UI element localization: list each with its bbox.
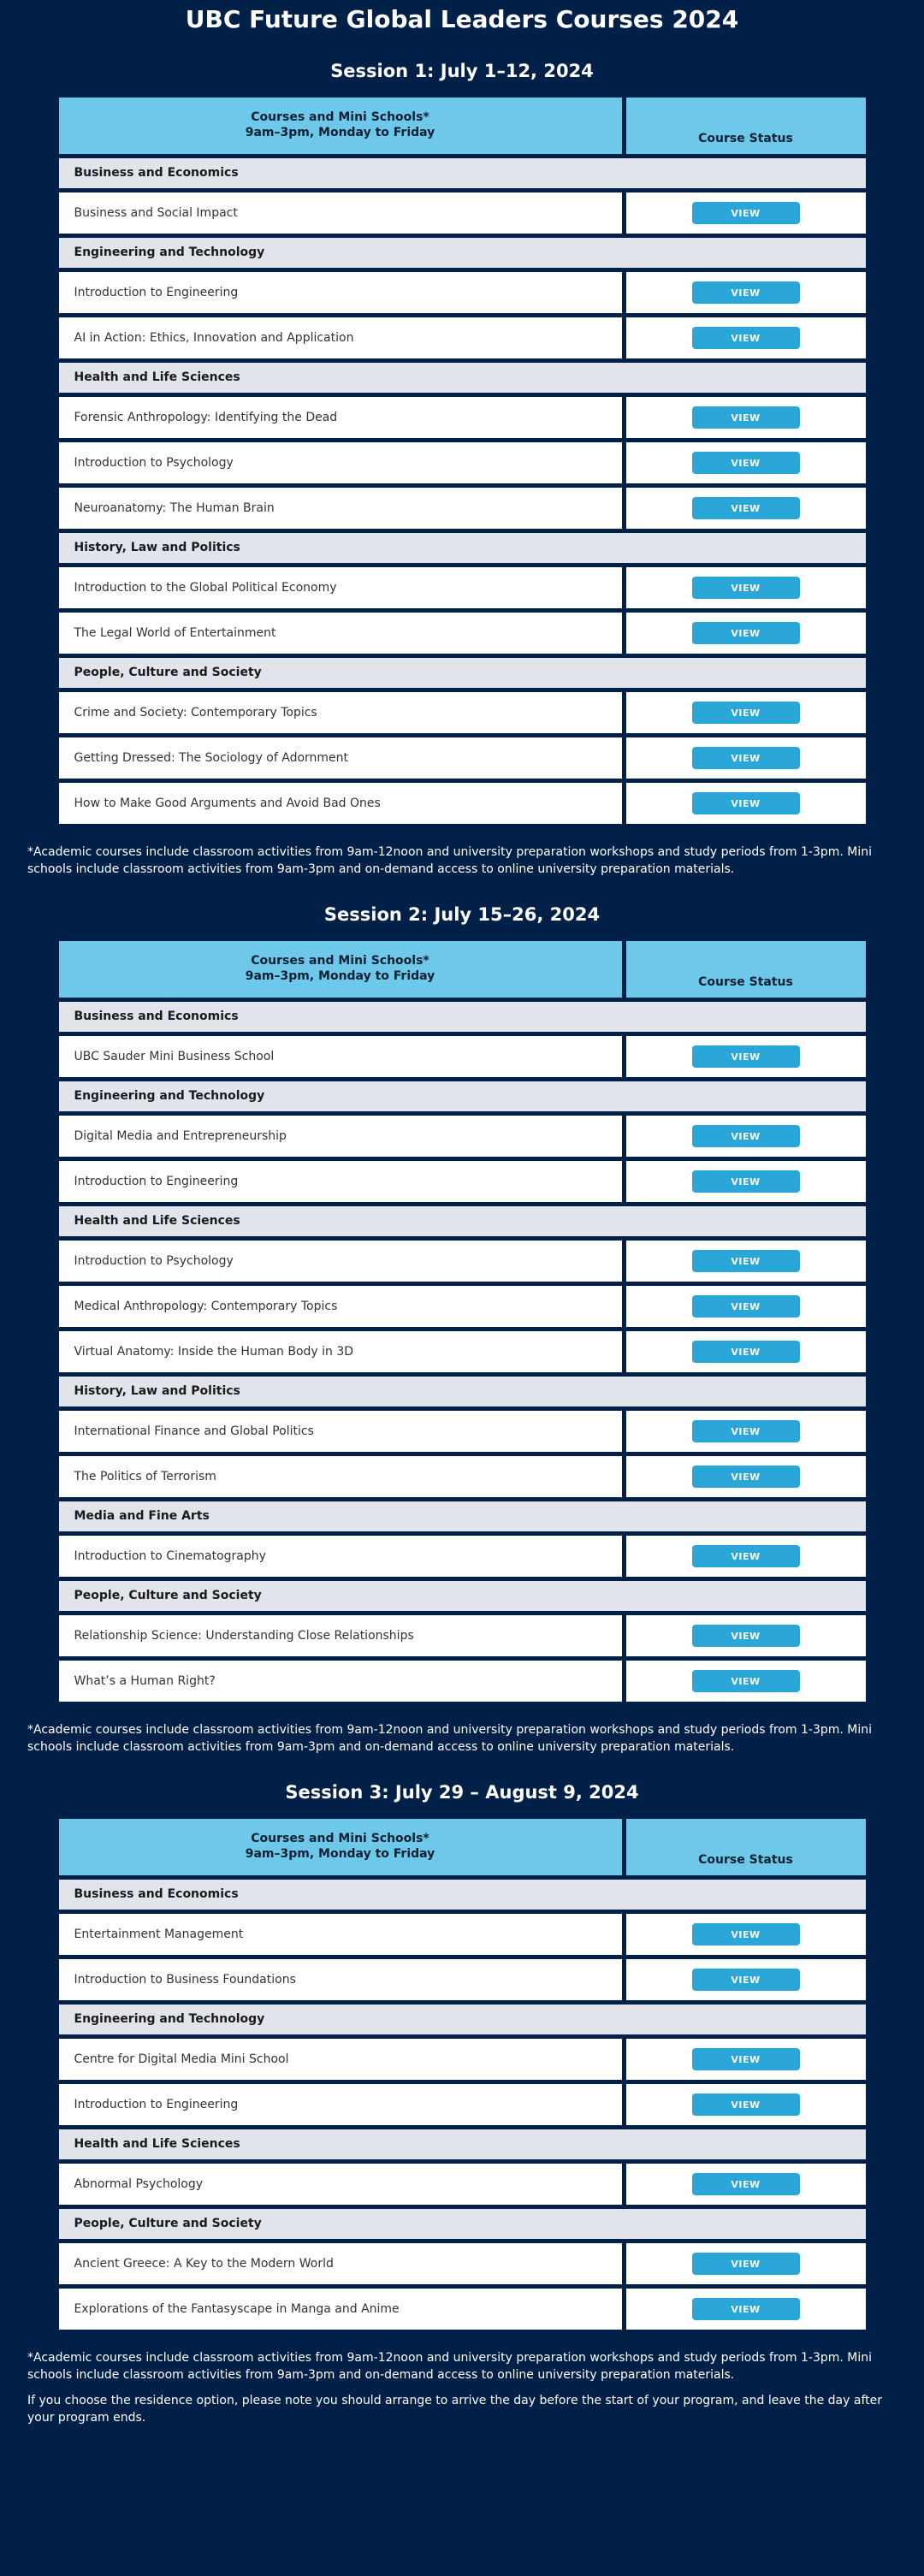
course-row [59,2243,866,2284]
view-button[interactable]: VIEW [692,2298,800,2320]
course-row [59,272,866,313]
course-row [59,613,866,654]
session-1 [0,58,924,878]
category-row: Business and Economics [59,1880,866,1910]
view-button[interactable]: VIEW [692,1670,800,1692]
view-button[interactable]: VIEW [692,1295,800,1318]
course-name: Abnormal Psychology [59,2164,622,2205]
course-row [59,1456,866,1497]
view-button[interactable]: VIEW [692,1420,800,1442]
course-name: Crime and Society: Contemporary Topics [59,692,622,733]
course-name: Business and Social Impact [59,192,622,234]
course-row [59,1411,866,1452]
view-button[interactable]: VIEW [692,202,800,224]
category-row: Business and Economics [59,1002,866,1032]
view-button[interactable]: VIEW [692,1466,800,1488]
course-status-cell [626,1411,866,1452]
course-name: Forensic Anthropology: Identifying the Dead [59,397,622,438]
course-name: Virtual Anatomy: Inside the Human Body in 3D [59,1331,622,1372]
course-status-cell [626,1161,866,1202]
course-row [59,1615,866,1656]
course-status-cell [626,2164,866,2205]
view-button[interactable]: VIEW [692,1250,800,1272]
session-footnote: *Academic courses include classroom activities from 9am-12noon and university preparation workshops and study periods from 1-3pm. Mini schools include classroom activities from 9am-3pm and on-demand access to online university preparation materials. [27,2351,873,2382]
header-courses-line2: 9am–3pm, Monday to Friday [245,1847,435,1861]
course-row [59,1661,866,1702]
view-button[interactable]: VIEW [692,2093,800,2116]
view-button[interactable]: VIEW [692,792,800,814]
session-footnote: *Academic courses include classroom activities from 9am-12noon and university preparation workshops and study periods from 1-3pm. Mini schools include classroom activities from 9am-3pm and on-demand access to online university preparation materials. [27,1723,873,1754]
course-status-cell [626,737,866,779]
view-button[interactable]: VIEW [692,406,800,429]
category-row: People, Culture and Society [59,2209,866,2239]
course-row [59,1914,866,1955]
category-row: People, Culture and Society [59,1581,866,1611]
course-row [59,442,866,483]
course-name: How to Make Good Arguments and Avoid Bad Ones [59,783,622,824]
header-courses [59,1819,622,1875]
view-button[interactable]: VIEW [692,1341,800,1363]
course-status-cell [626,1286,866,1327]
course-row [59,1161,866,1202]
category-row: History, Law and Politics [59,1377,866,1406]
category-row: Health and Life Sciences [59,363,866,393]
course-status-cell [626,692,866,733]
course-row [59,567,866,608]
course-row [59,692,866,733]
course-name: The Politics of Terrorism [59,1456,622,1497]
course-status-cell [626,2289,866,2330]
course-table [59,1819,866,2330]
course-status-cell [626,1615,866,1656]
course-name: Relationship Science: Understanding Close Relationships [59,1615,622,1656]
header-courses [59,941,622,998]
view-button[interactable]: VIEW [692,702,800,724]
view-button[interactable]: VIEW [692,1969,800,1991]
course-row [59,2164,866,2205]
session-title: Session 2: July 15–26, 2024 [323,904,601,925]
course-name: AI in Action: Ethics, Innovation and Application [59,317,622,358]
category-row: Engineering and Technology [59,2005,866,2034]
table-header-row [59,1819,866,1875]
session-2 [0,902,924,1756]
category-row: History, Law and Politics [59,533,866,563]
course-status-cell [626,1959,866,2000]
course-row [59,737,866,779]
view-button[interactable]: VIEW [692,1545,800,1567]
session-3 [0,1780,924,2426]
course-row [59,2039,866,2080]
course-row [59,1036,866,1077]
view-button[interactable]: VIEW [692,1625,800,1647]
view-button[interactable]: VIEW [692,577,800,599]
course-row [59,317,866,358]
course-status-cell [626,2084,866,2125]
course-row [59,1116,866,1157]
view-button[interactable]: VIEW [692,1125,800,1147]
session-title: Session 3: July 29 – August 9, 2024 [285,1782,639,1803]
course-row [59,2289,866,2330]
course-name: Neuroanatomy: The Human Brain [59,488,622,529]
category-row: Business and Economics [59,158,866,188]
residence-note: If you choose the residence option, please note you should arrange to arrive the day before the start of your program, and leave the day after your program ends. [27,2394,882,2425]
session-title: Session 1: July 1–12, 2024 [330,61,594,81]
course-row [59,192,866,234]
view-button[interactable]: VIEW [692,1170,800,1193]
course-status-cell [626,192,866,234]
category-row: Media and Fine Arts [59,1501,866,1531]
course-row [59,1241,866,1282]
view-button[interactable]: VIEW [692,2048,800,2070]
course-status-cell [626,317,866,358]
course-name: Entertainment Management [59,1914,622,1955]
course-status-cell [626,783,866,824]
course-status-cell [626,1661,866,1702]
course-name: Introduction to the Global Political Economy [59,567,622,608]
view-button[interactable]: VIEW [692,2253,800,2275]
course-name: Introduction to Cinematography [59,1536,622,1577]
course-name: International Finance and Global Politics [59,1411,622,1452]
course-status-cell [626,613,866,654]
course-row [59,1536,866,1577]
course-status-cell [626,272,866,313]
header-courses-line1: Courses and Mini Schools* [251,954,429,968]
course-row [59,1959,866,2000]
category-row: Health and Life Sciences [59,2129,866,2159]
course-row [59,488,866,529]
category-row: Health and Life Sciences [59,1206,866,1236]
header-courses [59,98,622,154]
header-courses-line1: Courses and Mini Schools* [251,1832,429,1845]
view-button[interactable]: VIEW [692,1923,800,1945]
course-name: Introduction to Psychology [59,1241,622,1282]
course-status-cell [626,442,866,483]
header-courses-line2: 9am–3pm, Monday to Friday [245,126,435,139]
course-name: What’s a Human Right? [59,1661,622,1702]
view-button[interactable]: VIEW [692,2173,800,2195]
view-button[interactable]: VIEW [692,497,800,519]
course-name: Introduction to Engineering [59,272,622,313]
course-name: The Legal World of Entertainment [59,613,622,654]
sessions-container [0,58,924,2426]
view-button[interactable]: VIEW [692,452,800,474]
course-status-cell [626,1914,866,1955]
table-header-row [59,98,866,154]
category-row: People, Culture and Society [59,658,866,688]
course-status-cell [626,1241,866,1282]
course-name: Introduction to Engineering [59,1161,622,1202]
course-name: Ancient Greece: A Key to the Modern World [59,2243,622,2284]
course-row [59,1286,866,1327]
header-course-status: Course Status [626,1819,866,1875]
header-course-status: Course Status [626,941,866,998]
course-name: Centre for Digital Media Mini School [59,2039,622,2080]
table-header-row [59,941,866,998]
view-button[interactable]: VIEW [692,622,800,644]
course-status-cell [626,1331,866,1372]
course-name: Introduction to Psychology [59,442,622,483]
course-name: UBC Sauder Mini Business School [59,1036,622,1077]
header-course-status: Course Status [626,98,866,154]
course-row [59,397,866,438]
view-button[interactable]: VIEW [692,281,800,304]
course-status-cell [626,567,866,608]
course-status-cell [626,1456,866,1497]
course-status-cell [626,397,866,438]
category-row: Engineering and Technology [59,1081,866,1111]
course-status-cell [626,2243,866,2284]
view-button[interactable]: VIEW [692,1045,800,1068]
page-title: UBC Future Global Leaders Courses 2024 [185,5,739,33]
header-courses-line2: 9am–3pm, Monday to Friday [245,969,435,983]
course-name: Medical Anthropology: Contemporary Topics [59,1286,622,1327]
category-row: Engineering and Technology [59,238,866,268]
course-status-cell [626,1116,866,1157]
course-row [59,1331,866,1372]
course-status-cell [626,1036,866,1077]
course-name: Introduction to Engineering [59,2084,622,2125]
course-row [59,2084,866,2125]
view-button[interactable]: VIEW [692,747,800,769]
course-name: Digital Media and Entrepreneurship [59,1116,622,1157]
course-status-cell [626,488,866,529]
header-courses-line1: Courses and Mini Schools* [251,110,429,124]
course-table [59,941,866,1702]
course-name: Introduction to Business Foundations [59,1959,622,2000]
course-name: Getting Dressed: The Sociology of Adornment [59,737,622,779]
course-table [59,98,866,824]
course-status-cell [626,2039,866,2080]
course-status-cell [626,1536,866,1577]
view-button[interactable]: VIEW [692,327,800,349]
course-row [59,783,866,824]
session-footnote: *Academic courses include classroom activities from 9am-12noon and university preparation workshops and study periods from 1-3pm. Mini schools include classroom activities from 9am-3pm and on-demand access to online university preparation materials. [27,845,873,876]
course-name: Explorations of the Fantasyscape in Manga and Anime [59,2289,622,2330]
